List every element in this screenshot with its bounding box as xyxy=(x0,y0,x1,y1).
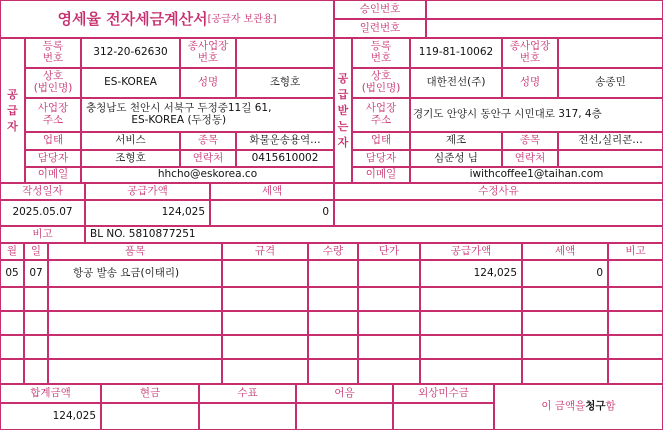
item-header: 세액 xyxy=(522,243,608,260)
buyer-manager-value: 심준성 님 xyxy=(410,150,502,167)
supplier-email-value: hhcho@eskorea.co xyxy=(81,167,334,183)
date-label: 작성일자 xyxy=(0,183,85,200)
item-cell xyxy=(358,335,420,359)
supplier-reg-label: 등록 번호 xyxy=(25,38,81,68)
item-header: 수량 xyxy=(308,243,358,260)
supplier-branch-label: 종사업장 번호 xyxy=(180,38,236,68)
item-cell xyxy=(358,311,420,335)
approval-label: 승인번호 xyxy=(334,0,426,19)
buyer-phone-label: 연락처 xyxy=(502,150,558,167)
serial-value xyxy=(426,19,663,38)
item-cell xyxy=(522,335,608,359)
item-cell xyxy=(222,311,308,335)
tax-label: 세액 xyxy=(210,183,334,200)
item-cell xyxy=(308,311,358,335)
supplier-email-label: 이메일 xyxy=(25,167,81,183)
item-header: 월 xyxy=(0,243,24,260)
item-cell xyxy=(608,335,663,359)
item-cell: 05 xyxy=(0,260,24,287)
buyer-item-label: 종목 xyxy=(502,132,558,150)
supplier-name-label: 상호 (법인명) xyxy=(25,68,81,98)
title-subtitle: [공급자 보관용] xyxy=(207,13,277,25)
total-value xyxy=(393,403,494,430)
item-cell xyxy=(48,287,222,311)
supplier-ceo-label: 성명 xyxy=(180,68,236,98)
total-header: 합계금액 xyxy=(0,384,101,403)
buyer-type-label: 업태 xyxy=(352,132,410,150)
item-header: 규격 xyxy=(222,243,308,260)
total-value xyxy=(199,403,296,430)
supplier-manager-value: 조형호 xyxy=(81,150,180,167)
item-cell xyxy=(48,335,222,359)
supplier-side-char: 급 xyxy=(7,103,18,117)
item-cell xyxy=(522,311,608,335)
supplier-ceo-value: 조형호 xyxy=(236,68,334,98)
note-value: BL NO. 5810877251 xyxy=(85,226,663,243)
reason-label: 수정사유 xyxy=(334,183,663,200)
buyer-branch-value xyxy=(558,38,663,68)
buyer-item-value: 전선,실리콘… xyxy=(558,132,663,150)
supply-label: 공급가액 xyxy=(85,183,210,200)
total-value xyxy=(296,403,393,430)
buyer-email-value: iwithcoffee1@taihan.com xyxy=(410,167,663,183)
total-header: 어음 xyxy=(296,384,393,403)
supplier-side-char: 공 xyxy=(7,87,18,101)
item-cell xyxy=(0,311,24,335)
total-header: 현금 xyxy=(101,384,199,403)
claim-suffix: 함 xyxy=(605,400,616,413)
buyer-side-char: 받 xyxy=(337,103,349,117)
claim-text xyxy=(494,384,663,430)
buyer-email-label: 이메일 xyxy=(352,167,410,183)
supplier-manager-label: 담당자 xyxy=(25,150,81,167)
buyer-reg-value: 119-81-10062 xyxy=(410,38,502,68)
item-cell xyxy=(358,359,420,384)
item-cell xyxy=(522,287,608,311)
item-cell xyxy=(420,311,522,335)
buyer-side-char: 공 xyxy=(337,71,349,85)
item-cell xyxy=(0,359,24,384)
invoice-title xyxy=(0,0,334,38)
buyer-side-char: 는 xyxy=(337,119,349,133)
item-cell xyxy=(24,359,48,384)
supplier-addr-value: 충청남도 천안시 서북구 두정중11길 61, ES-KOREA (두정동) xyxy=(81,98,334,132)
item-cell xyxy=(308,359,358,384)
buyer-manager-label: 담당자 xyxy=(352,150,410,167)
buyer-side-char: 급 xyxy=(337,87,349,101)
item-header: 일 xyxy=(24,243,48,260)
claim-prefix: 이 금액을 xyxy=(541,400,586,413)
item-cell xyxy=(420,287,522,311)
item-cell xyxy=(358,260,420,287)
item-cell xyxy=(48,311,222,335)
total-header: 외상미수금 xyxy=(393,384,494,403)
supplier-name-value: ES-KOREA xyxy=(81,68,180,98)
approval-value xyxy=(426,0,663,19)
buyer-type-value: 제조 xyxy=(410,132,502,150)
note-label: 비고 xyxy=(0,226,85,243)
buyer-side-char: 자 xyxy=(337,135,349,149)
item-cell xyxy=(24,311,48,335)
item-cell xyxy=(48,359,222,384)
item-cell xyxy=(522,359,608,384)
item-cell xyxy=(308,260,358,287)
item-cell: 항공 발송 요금(이태리) xyxy=(48,260,222,287)
buyer-addr-value: 경기도 안양시 동안구 시민대로 317, 4층 xyxy=(410,98,663,132)
buyer-ceo-value: 송종민 xyxy=(558,68,663,98)
item-cell xyxy=(222,359,308,384)
item-cell: 0 xyxy=(522,260,608,287)
buyer-reg-label: 등록 번호 xyxy=(352,38,410,68)
buyer-name-label: 상호 (법인명) xyxy=(352,68,410,98)
item-cell xyxy=(308,287,358,311)
tax-value: 0 xyxy=(210,200,334,226)
item-cell: 124,025 xyxy=(420,260,522,287)
title-text: 영세율 전자세금계산서 xyxy=(57,9,208,28)
buyer-ceo-label: 성명 xyxy=(502,68,558,98)
claim-word: 청구 xyxy=(585,400,606,413)
item-cell xyxy=(608,311,663,335)
total-header: 수표 xyxy=(199,384,296,403)
item-cell xyxy=(608,287,663,311)
buyer-addr-label: 사업장 주소 xyxy=(352,98,410,132)
item-cell xyxy=(222,335,308,359)
buyer-phone-value xyxy=(558,150,663,167)
reason-value xyxy=(334,200,663,226)
buyer-side-label xyxy=(334,38,352,183)
total-value: 124,025 xyxy=(0,403,101,430)
supply-value: 124,025 xyxy=(85,200,210,226)
date-value: 2025.05.07 xyxy=(0,200,85,226)
supplier-item-value: 화물운송용역… xyxy=(236,132,334,150)
buyer-branch-label: 종사업장 번호 xyxy=(502,38,558,68)
supplier-side-label xyxy=(0,38,25,183)
item-header: 공급가액 xyxy=(420,243,522,260)
item-cell xyxy=(608,359,663,384)
item-header: 품목 xyxy=(48,243,222,260)
supplier-side-char: 자 xyxy=(7,119,18,133)
item-cell xyxy=(420,335,522,359)
supplier-phone-label: 연락처 xyxy=(180,150,236,167)
buyer-name-value: 대한전선(주) xyxy=(410,68,502,98)
supplier-phone-value: 0415610002 xyxy=(236,150,334,167)
item-cell xyxy=(24,287,48,311)
supplier-type-label: 업태 xyxy=(25,132,81,150)
item-cell: 07 xyxy=(24,260,48,287)
supplier-item-label: 종목 xyxy=(180,132,236,150)
item-header: 비고 xyxy=(608,243,663,260)
serial-label: 일련번호 xyxy=(334,19,426,38)
item-cell xyxy=(608,260,663,287)
item-header: 단가 xyxy=(358,243,420,260)
supplier-branch-value xyxy=(236,38,334,68)
supplier-addr-label: 사업장 주소 xyxy=(25,98,81,132)
item-cell xyxy=(0,335,24,359)
item-cell xyxy=(24,335,48,359)
item-cell xyxy=(308,335,358,359)
item-cell xyxy=(358,287,420,311)
item-cell xyxy=(420,359,522,384)
item-cell xyxy=(222,287,308,311)
supplier-reg-value: 312-20-62630 xyxy=(81,38,180,68)
item-cell xyxy=(0,287,24,311)
item-cell xyxy=(222,260,308,287)
supplier-type-value: 서비스 xyxy=(81,132,180,150)
total-value xyxy=(101,403,199,430)
